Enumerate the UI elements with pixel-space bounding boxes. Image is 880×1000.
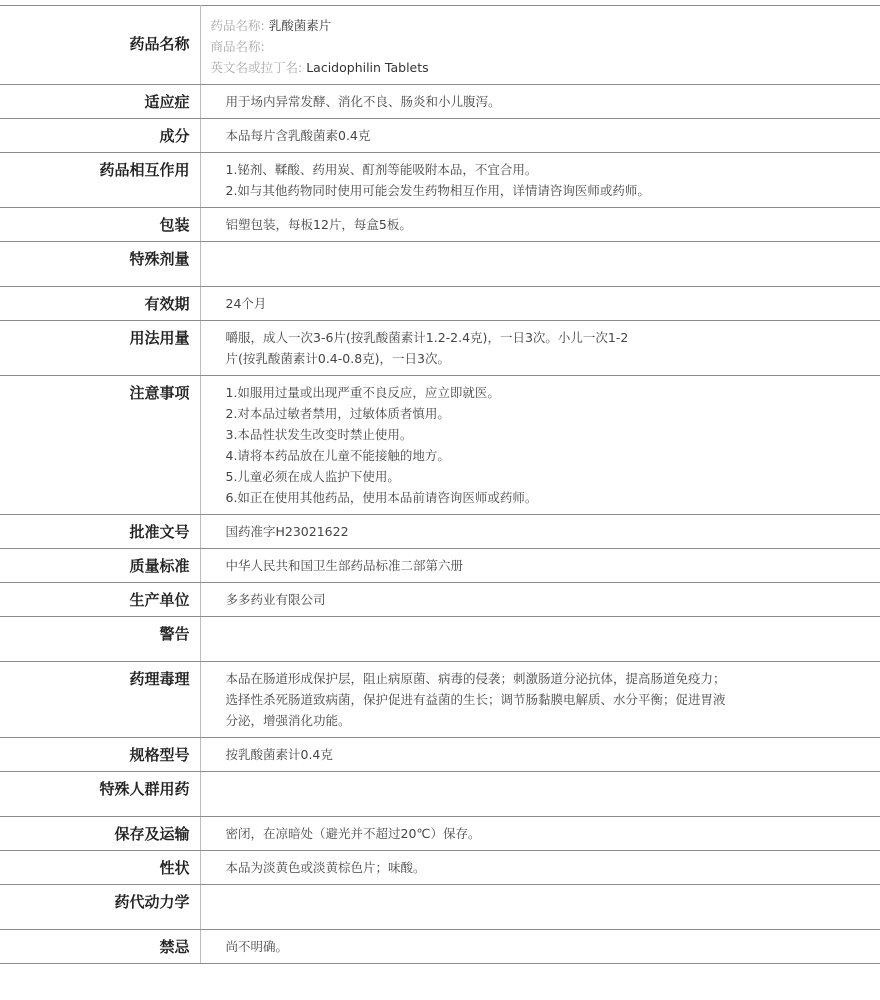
row-value — [200, 549, 880, 583]
spec-row — [0, 617, 880, 662]
spec-row — [0, 851, 880, 885]
spec-row — [0, 119, 880, 153]
drug-name-values — [200, 6, 880, 85]
row-value — [200, 930, 880, 964]
value-line: 嚼服，成人一次3-6片(按乳酸菌素计1.2-2.4克)，一日3次。小儿一次1-2 — [225, 330, 629, 345]
row-label: 药品相互作用 — [0, 153, 200, 208]
spec-row — [0, 817, 880, 851]
spec-row — [0, 515, 880, 549]
row-value — [200, 287, 880, 321]
value-line: 1.铋剂、鞣酸、药用炭、酊剂等能吸附本品，不宜合用。 — [225, 162, 538, 177]
row-value — [200, 242, 880, 287]
value-line: 本品为淡黄色或淡黄棕色片；味酸。 — [225, 860, 426, 875]
row-value — [200, 321, 880, 376]
value-line: 多多药业有限公司 — [225, 592, 326, 607]
value-line: 4.请将本药品放在儿童不能接触的地方。 — [225, 448, 450, 463]
generic-name-value: 乳酸菌素片 — [268, 18, 332, 33]
row-label: 成分 — [0, 119, 200, 153]
row-value — [200, 817, 880, 851]
spec-row — [0, 930, 880, 964]
drug-spec-body — [0, 6, 880, 964]
spec-row — [0, 772, 880, 817]
trade-name-line — [211, 36, 871, 57]
generic-name-line — [211, 15, 871, 36]
row-label: 药理毒理 — [0, 662, 200, 738]
row-value — [200, 515, 880, 549]
value-line: 2.如与其他药物同时使用可能会发生药物相互作用，详情请咨询医师或药师。 — [225, 183, 650, 198]
value-line: 本品在肠道形成保护层，阻止病原菌、病毒的侵袭；刺激肠道分泌抗体，提高肠道免疫力； — [225, 671, 726, 686]
row-label: 质量标准 — [0, 549, 200, 583]
row-label: 警告 — [0, 617, 200, 662]
value-line: 国药准字H23021622 — [225, 524, 349, 539]
row-label: 生产单位 — [0, 583, 200, 617]
value-line: 密闭，在凉暗处（避光并不超过20℃）保存。 — [225, 826, 481, 841]
spec-row — [0, 376, 880, 515]
spec-row — [0, 738, 880, 772]
value-line: 按乳酸菌素计0.4克 — [225, 747, 333, 762]
value-line: 铝塑包装，每板12片，每盒5板。 — [225, 217, 412, 232]
row-value — [200, 119, 880, 153]
row-label: 特殊剂量 — [0, 242, 200, 287]
row-label: 注意事项 — [0, 376, 200, 515]
english-name-key: 英文名或拉丁名: — [210, 60, 303, 75]
row-label: 性状 — [0, 851, 200, 885]
spec-row — [0, 208, 880, 242]
spec-row — [0, 549, 880, 583]
value-line: 尚不明确。 — [225, 939, 289, 954]
row-value — [200, 208, 880, 242]
row-label: 保存及运输 — [0, 817, 200, 851]
row-label: 适应症 — [0, 85, 200, 119]
spec-row — [0, 153, 880, 208]
english-name-value: Lacidophilin Tablets — [306, 60, 429, 75]
drug-spec-table — [0, 5, 880, 964]
value-line: 本品每片含乳酸菌素0.4克 — [225, 128, 371, 143]
row-label: 药代动力学 — [0, 885, 200, 930]
value-line: 2.对本品过敏者禁用，过敏体质者慎用。 — [225, 406, 450, 421]
value-line: 片(按乳酸菌素计0.4-0.8克)，一日3次。 — [225, 351, 450, 366]
row-drug-name — [0, 6, 880, 85]
row-value — [200, 851, 880, 885]
trade-name-key: 商品名称: — [210, 39, 265, 54]
row-value — [200, 617, 880, 662]
spec-row — [0, 885, 880, 930]
row-value — [200, 772, 880, 817]
row-label: 规格型号 — [0, 738, 200, 772]
spec-row — [0, 85, 880, 119]
row-value — [200, 376, 880, 515]
row-label: 包装 — [0, 208, 200, 242]
english-name-line — [211, 57, 871, 78]
row-label: 有效期 — [0, 287, 200, 321]
spec-row — [0, 662, 880, 738]
value-line: 用于场内异常发酵、消化不良、肠炎和小儿腹泻。 — [225, 94, 501, 109]
row-value — [200, 662, 880, 738]
row-value — [200, 738, 880, 772]
row-label: 批准文号 — [0, 515, 200, 549]
row-value — [200, 885, 880, 930]
row-label: 禁忌 — [0, 930, 200, 964]
spec-row — [0, 287, 880, 321]
value-line: 1.如服用过量或出现严重不良反应，应立即就医。 — [225, 385, 500, 400]
value-line: 5.儿童必须在成人监护下使用。 — [225, 469, 400, 484]
row-label: 用法用量 — [0, 321, 200, 376]
spec-row — [0, 242, 880, 287]
spec-row — [0, 321, 880, 376]
generic-name-key: 药品名称: — [210, 18, 265, 33]
value-line: 中华人民共和国卫生部药品标准二部第六册 — [225, 558, 464, 573]
row-value — [200, 85, 880, 119]
value-line: 6.如正在使用其他药品，使用本品前请咨询医师或药师。 — [225, 490, 538, 505]
row-label: 药品名称 — [0, 6, 200, 85]
value-line: 分泌，增强消化功能。 — [225, 713, 351, 728]
value-line: 3.本品性状发生改变时禁止使用。 — [225, 427, 413, 442]
row-label: 特殊人群用药 — [0, 772, 200, 817]
value-line: 选择性杀死肠道致病菌，保护促进有益菌的生长；调节肠黏膜电解质、水分平衡；促进胃液 — [225, 692, 726, 707]
spec-row — [0, 583, 880, 617]
row-value — [200, 153, 880, 208]
row-value — [200, 583, 880, 617]
value-line: 24个月 — [225, 296, 267, 311]
